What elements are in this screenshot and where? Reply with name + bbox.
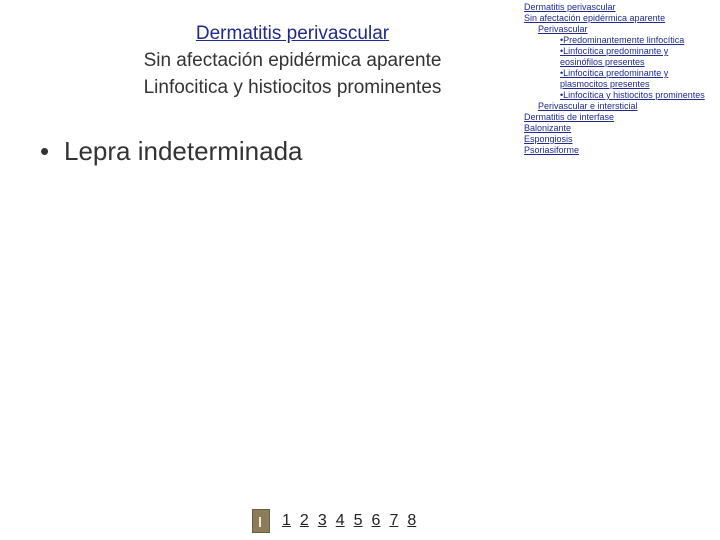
page-link-5[interactable]: 5 bbox=[353, 512, 363, 529]
bullet-item bbox=[40, 135, 303, 167]
page-link-3[interactable]: 3 bbox=[317, 512, 327, 529]
outline-item[interactable]: •Predominantemente linfocítica bbox=[560, 35, 685, 45]
page-link-1[interactable]: 1 bbox=[282, 512, 291, 529]
page-navigation bbox=[252, 508, 419, 534]
outline-item[interactable]: Espongiosis bbox=[524, 134, 573, 144]
slide-title-link[interactable]: Dermatitis perivascular bbox=[195, 23, 390, 44]
outline-item[interactable]: Perivascular e intersticial bbox=[538, 101, 638, 111]
outline-item[interactable]: Dermatitis de interfase bbox=[524, 112, 615, 122]
page-link-8[interactable]: 8 bbox=[407, 512, 417, 529]
book-icon[interactable] bbox=[252, 509, 270, 533]
outline-item[interactable]: •Linfocítica predominante y eosinófilos presentes bbox=[560, 46, 669, 67]
bullet-list bbox=[40, 135, 303, 167]
outline-panel bbox=[524, 2, 716, 156]
outline-item[interactable]: Psoriasiforme bbox=[524, 145, 580, 155]
bullet-text: Lepra indeterminada bbox=[64, 136, 303, 166]
page-link-7[interactable]: 7 bbox=[389, 512, 399, 529]
outline-item[interactable]: Dermatitis perivascular bbox=[524, 2, 616, 12]
slide-subtitle-1: Sin afectación epidérmica aparente bbox=[143, 50, 442, 71]
outline-item[interactable]: Balonizante bbox=[524, 123, 572, 133]
outline-item[interactable]: •Linfocítica predominante y plasmocitos presentes bbox=[560, 68, 669, 89]
slide-title bbox=[60, 20, 525, 101]
outline-item[interactable]: Perivascular bbox=[538, 24, 588, 34]
slide-subtitle-2: Linfocitica y histiocitos prominentes bbox=[143, 77, 442, 98]
page-link-4[interactable]: 4 bbox=[335, 512, 345, 529]
outline-item[interactable]: Sin afectación epidérmica aparente bbox=[524, 13, 666, 23]
bullet-dot: • bbox=[40, 136, 50, 166]
page-link-2[interactable]: 2 bbox=[299, 512, 309, 529]
outline-item[interactable]: •Linfocítica y histiocitos prominentes bbox=[560, 90, 705, 100]
page-link-6[interactable]: 6 bbox=[371, 512, 381, 529]
